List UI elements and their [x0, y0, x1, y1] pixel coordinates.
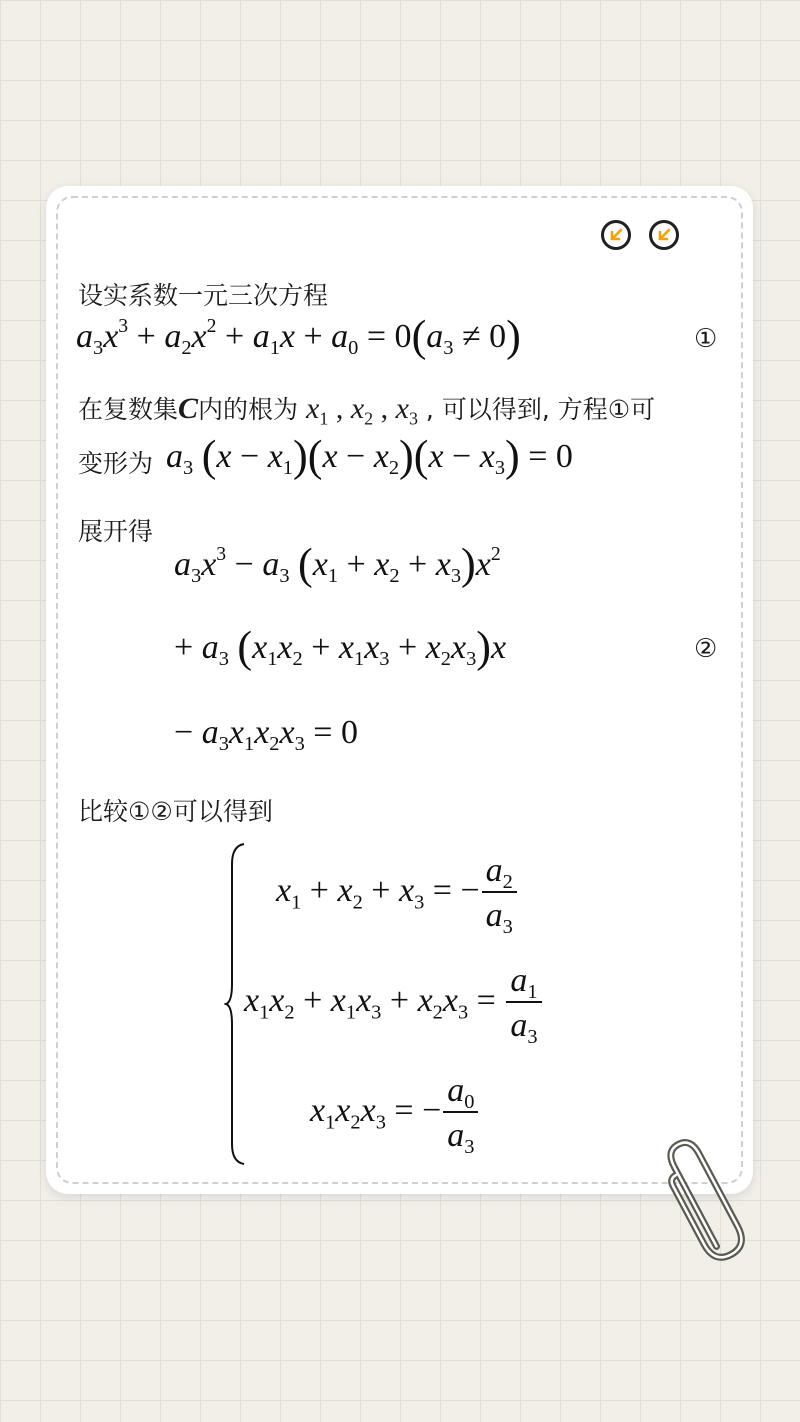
roots-sentence: 在复数集C内的根为 $x_1$ , $x_2$ , $x_3$ , 可以得到, 方程①可	[78, 392, 656, 429]
equation-2-marker: ②	[694, 634, 718, 664]
equation-1-marker: ①	[694, 324, 718, 354]
compare-label: 比较①②可以得到	[78, 797, 273, 826]
expand-label: 展开得	[78, 517, 154, 546]
vieta-product: $x_1x_2x_3$ = − $\frac{a_0}{a_3}$	[310, 1072, 480, 1155]
factored-equation: $a_3$ $(x - x_1)(x - x_2)(x - x_3) = 0$	[166, 431, 573, 481]
transform-label: 变形为	[78, 449, 154, 478]
expanded-line-3: − $a_3x_1x_2x_3 = 0$	[174, 714, 358, 756]
expanded-line-1: $a_3x^3 - a_3$ $(x_1 + x_2 + x_3)x^2$	[174, 539, 501, 589]
note-card	[46, 186, 753, 1194]
vieta-sum: $x_1 + x_2 + x_3$ = − $\frac{a_2}{a_3}$	[276, 852, 519, 935]
expanded-line-2: + $a_3$ $(x_1x_2 + x_1x_3 + x_2x_3)x$	[174, 622, 507, 672]
intro-text: 设实系数一元三次方程	[78, 281, 329, 310]
equation-1: $a_3x^3 + a_2x^2 + a_1x + a_0 = 0(a_3 \ne 0)$	[76, 311, 521, 361]
paperclip-icon	[656, 1128, 746, 1268]
vieta-pair-sum: $x_1x_2 + x_1x_3 + x_2x_3$ = $\frac{a_1}{a_3}$	[244, 962, 544, 1045]
arrow-down-left-icon	[649, 220, 679, 250]
arrow-down-left-icon	[601, 220, 631, 250]
